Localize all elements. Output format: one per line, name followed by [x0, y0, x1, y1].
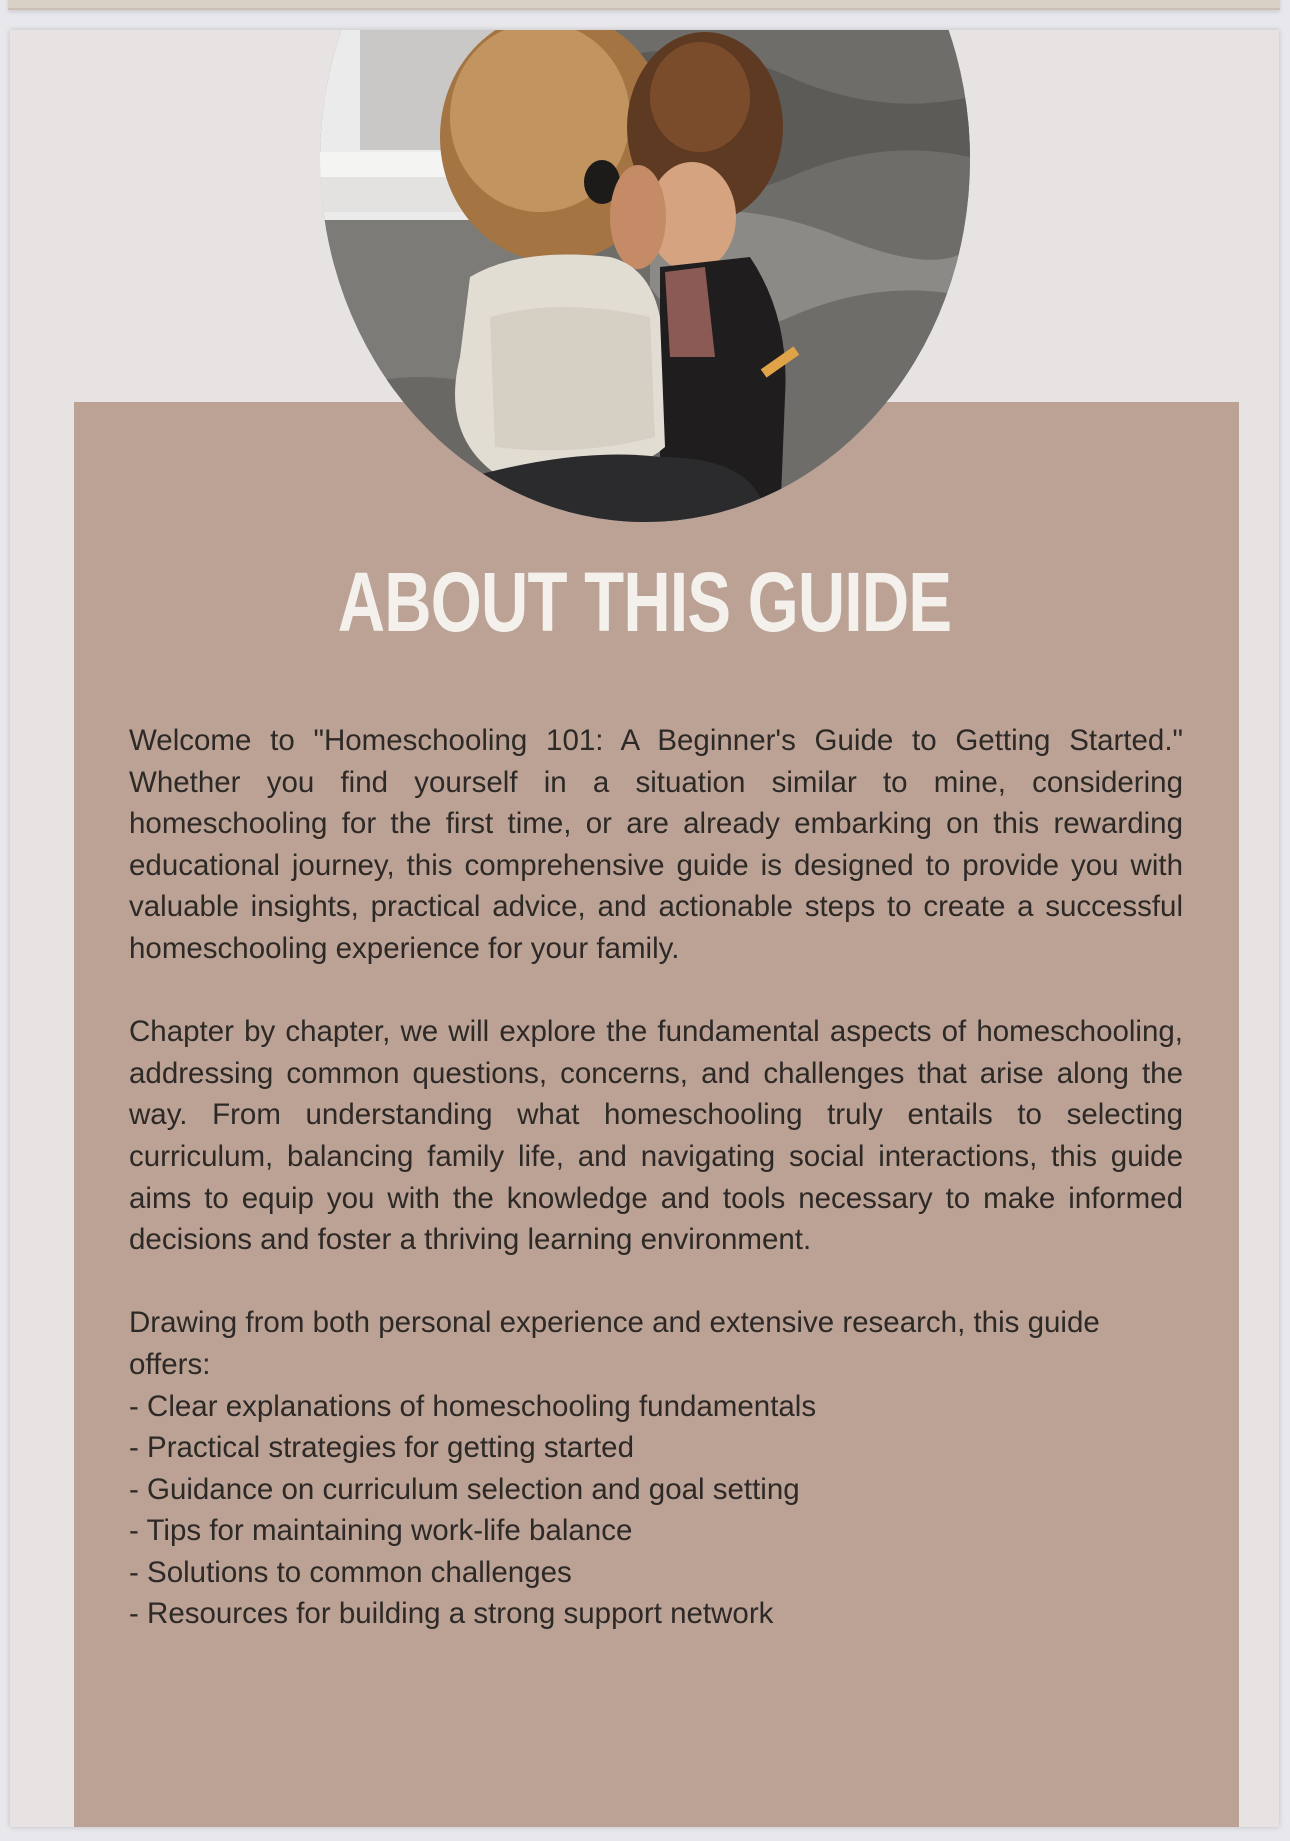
paragraph-welcome: Welcome to "Homeschooling 101: A Beginner's Guide to Getting Started." Whether you find yourself in a situation similar to mine, considering homeschooling for the first time, or are already embarking on this rewarding educational journey, this comprehensive guide is designed to provide you with valuable insights, practical advice, and actionable steps to create a successful homeschooling experience for your family. [129, 724, 1183, 965]
body-text [129, 720, 1183, 1635]
list-item: - Practical strategies for getting started [129, 1431, 635, 1465]
page-title: ABOUT THIS GUIDE [337, 555, 952, 649]
list-item: - Solutions to common challenges [129, 1555, 572, 1589]
list-item: - Tips for maintaining work-life balance [129, 1514, 633, 1548]
offers-list [129, 1386, 1183, 1636]
list-item: - Resources for building a strong support network [129, 1597, 774, 1631]
document-page [10, 30, 1279, 1827]
list-item: - Guidance on curriculum selection and goal setting [129, 1472, 800, 1506]
paragraph-offers: Drawing from both personal experience and extensive research, this guide offers: [129, 1306, 1100, 1381]
paragraph-chapters: Chapter by chapter, we will explore the fundamental aspects of homeschooling, addressing common questions, concerns, and challenges that arise along the way. From understanding what homeschooling truly entails to selecting curriculum, balancing family life, and navigating social interactions, this guide aims to equip you with the knowledge and tools necessary to make informed decisions and foster a thriving learning environment. [129, 1015, 1183, 1257]
previous-page-edge [8, 0, 1280, 10]
list-item: - Clear explanations of homeschooling fundamentals [129, 1389, 817, 1423]
